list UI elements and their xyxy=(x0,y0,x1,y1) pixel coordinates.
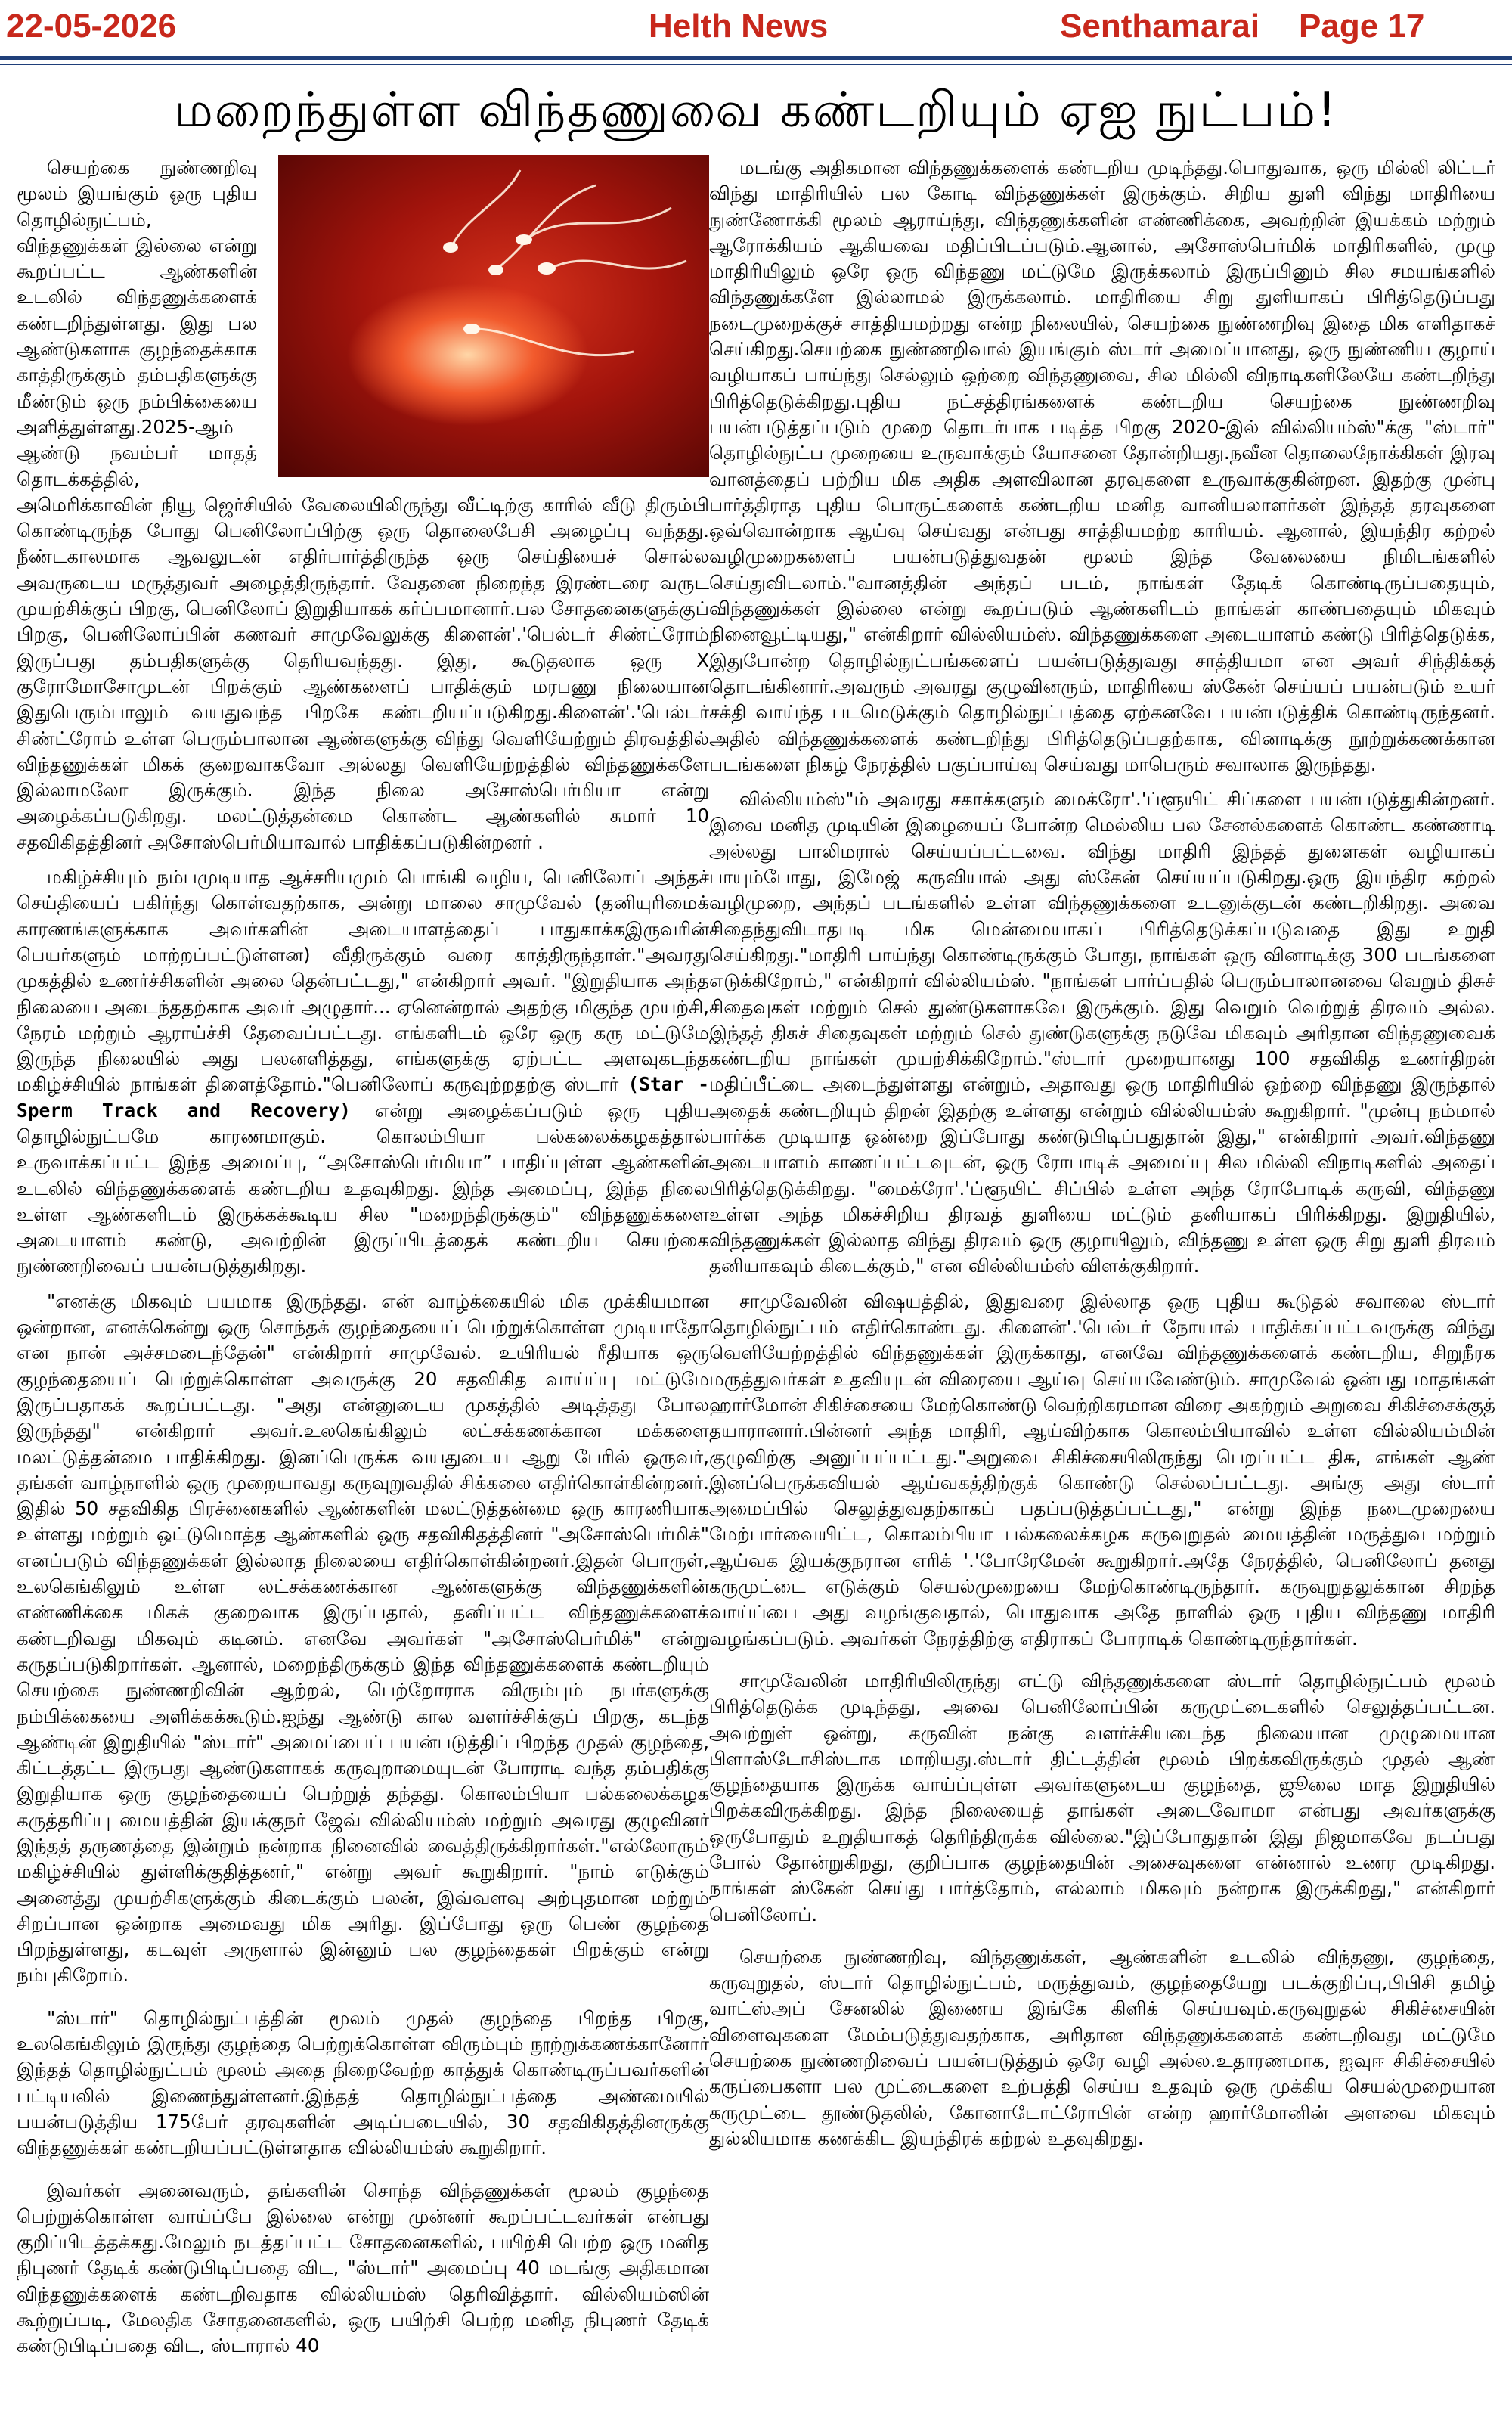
header-rule-bottom xyxy=(0,64,1512,65)
article-paragraph: "ஸ்டார்" தொழில்நுட்பத்தின் மூலம் முதல் குழந்தை பிறந்த பிறகு, உலகெங்கிலும் இருந்து குழந்தை பெற்றுக்கொள்ள விரும்பும் நூற்றுக்கணக்கானோர் இந்தத் தொழில்நுட்பம் மூலம் அதை நிறைவேற்ற காத்துக் கொண்டிருப்பவர்களின் பட்டியலில் இணைந்துள்ளனர்.இந்தத் தொழில்நுட்பத்தை அண்மையில் பயன்படுத்திய 175பேர் தரவுகளின் அடிப்படையில், 30 சதவிகிதத்தினருக்கு விந்தணுக்கள் கண்டறியப்பட்டுள்ளதாக வில்லியம்ஸ் கூறுகிறார். xyxy=(17,2006,709,2159)
article-paragraph: இவர்கள் அனைவரும், தங்களின் சொந்த விந்தணுக்கள் மூலம் குழந்தை பெற்றுக்கொள்ள வாய்ப்பே இல்லை என்று முன்னர் கூறப்பட்டவர்கள் என்பது குறிப்பிடத்தக்கது.மேலும் நடத்தப்பட்ட சோதனைகளில், பயிற்சி பெற்ற ஒரு மனித நிபுணர் தேடிக் கண்டுபிடிப்பதை விட, "ஸ்டார்" அமைப்பு 40 மடங்கு அதிகமான விந்தணுக்களைக் கண்டறிவதாக வில்லியம்ஸ் தெரிவித்தார். வில்லியம்ஸின் கூற்றுப்படி, மேலதிக சோதனைகளில், ஒரு பயிற்சி பெற்ற மனித நிபுணர் தேடிக் கண்டுபிடிப்பதை விட, ஸ்டாரால் 40 xyxy=(17,2179,709,2357)
article-paragraph: செயற்கை நுண்ணறிவு, விந்தணுக்கள், ஆண்களின் உடலில் விந்தணு, குழந்தை, கருவுறுதல், ஸ்டார் தொழில்நுட்பம், மருத்துவம், குழந்தையேறு படக்குறிப்பு,பிபிசி தமிழ் வாட்ஸ்அப் சேனலில் இணைய இங்கே கிளிக் செய்யவும்.கருவுறுதல் சிகிச்சையின் விளைவுகளை மேம்படுத்துவதற்காக, அரிதான விந்தணுக்களைக் கண்டறிவது மட்டுமே செயற்கை நுண்ணறிவைப் பயன்படுத்தும் ஒரே வழி அல்ல.உதாரணமாக, ஐவுஈ சிகிச்சையில் கருப்பைகளா பல முட்டைகளை உற்பத்தி செய்ய உதவும் ஒரு முக்கிய செயல்முறையான கருமுட்டை தூண்டுதலில், கோனாடோட்ரோபின் என்ற ஹார்மோனின் அளவை மிகவும் துல்லியமாக கணக்கிட இயந்திரக் கற்றல் உதவுகிறது. xyxy=(709,1945,1495,2149)
masthead xyxy=(0,0,1512,54)
article-text: என்று அழைக்கப்படும் ஒரு புதிய தொழில்நுட்பமே காரணமாகும். கொலம்பியா பல்கலைக்கழகத்தால் உருவாக்கப்பட்ட இந்த அமைப்பு, “அசோஸ்பெர்மியா” பாதிப்புள்ள ஆண்களின் உடலில் விந்தணுக்களைக் கண்டறிய உதவுகிறது. இந்த அமைப்பு, இந்த நிலை உள்ள ஆண்களிடம் இருக்கக்கூடிய சில "மறைந்திருக்கும்" விந்தணுக்களை அடையாளம் கண்டு, அவற்றின் இருப்பிடத்தைக் கண்டறிய செயற்கை நுண்ணறிவைப் பயன்படுத்துகிறது. xyxy=(17,1099,709,1277)
article-column-1 xyxy=(17,155,709,2416)
article-text: மகிழ்ச்சியும் நம்பமுடியாத ஆச்சரியமும் பொங்கி வழிய, பெனிலோப் அந்தச் செய்தியைப் பகிர்ந்து கொள்வதற்காக, அன்று மாலை சாமுவேல் (தனியுரிமைக் காரணங்களுக்காக அவர்களின் அடையாளத்தைப் பாதுகாக்கஇருவரின் பெயர்களும் மாற்றப்பட்டுள்ளன) வீதிருக்கும் வரை காத்திருந்தாள்."அவரது முகத்தில் உணர்ச்சிகளின் அலை தென்பட்டது," என்கிறார் அவர். "இறுதியாக அந்த நிலையை அடைந்ததற்காக அவர் அழுதார்... ஏனென்றால் அதற்கு மிகுந்த முயற்சி, நேரம் மற்றும் ஆராய்ச்சி தேவைப்பட்டது. எங்களிடம் ஒரே ஒரு கரு மட்டுமே இருந்த நிலையில் அது பலனளித்தது, எங்களுக்கு ஏற்பட்ட அளவுகடந்த மகிழ்ச்சியில் நாங்கள் திளைத்தோம்."பெனிலோப் கருவுற்றதற்கு ஸ்டார் xyxy=(17,866,709,1096)
page-number: Page 17 xyxy=(1299,8,1425,45)
article-paragraph xyxy=(17,864,709,1280)
article-paragraph: மடங்கு அதிகமான விந்தணுக்களைக் கண்டறிய முடிந்தது.பொதுவாக, ஒரு மில்லி லிட்டர் விந்து மாதிரியில் பல கோடி விந்தணுக்கள் இருக்கும். சிறிய துளி விந்து மாதிரியை நுண்ணோக்கி மூலம் ஆராய்ந்து, விந்தணுக்களின் எண்ணிக்கை, அவற்றின் இயக்கம் மற்றும் ஆரோக்கியம் ஆகியவை மதிப்பிடப்படும்.ஆனால், அசோஸ்பெர்மிக் மாதிரிகளில், முழு மாதிரியிலும் ஒரே ஒரு விந்தணு மட்டுமே இருக்கலாம் இருப்பினும் சில சமயங்களில் விந்தணுக்களே இல்லாமல் இருக்கலாம். மாதிரியை சிறு துளியாகப் பிரித்தெடுப்பது நடைமுறைக்குச் சாத்தியமற்றது என்ற நிலையில், செயற்கை நுண்ணறிவு இதை மிக எளிதாகச் செய்கிறது.செயற்கை நுண்ணறிவால் இயங்கும் ஸ்டார் அமைப்பானது, ஒரு நுண்ணிய குழாய் வழியாகப் பாய்ந்து செல்லும் ஒற்றை விந்தணுவை, சில மில்லி விநாடிகளிலேயே கண்டறிந்து பிரித்தெடுக்கிறது.புதிய நட்சத்திரங்களைக் கண்டறிய செயற்கை நுண்ணறிவு பயன்படுத்தப்படும் முறை தொடர்பாக படித்த பிறகு 2020-இல் வில்லியம்ஸ்"க்கு "ஸ்டார்" தொழில்நுட்ப முறையை உருவாக்கும் யோசனை தோன்றியது.நவீன தொலைநோக்கிகள் இரவு வானத்தைப் பற்றிய மிக அதிக அளவிலான தரவுகளை உருவாக்குகின்றன. இதற்கு முன்பு பார்த்திராத புதிய பொருட்களைக் கண்டறிய மனித வானியலாளர்கள் இந்தத் தரவுகளை ஒவ்வொன்றாக ஆய்வு செய்வது என்பது சாத்தியமற்ற காரியம். ஆனால், இயந்திர கற்றல் வழிமுறைகளைப் பயன்படுத்துவதன் மூலம் இந்த வேலையை நிமிடங்களில் செய்துவிடலாம்."வானத்தின் அந்தப் படம், நாங்கள் தேடிக் கொண்டிருப்பதையும், விந்தணுக்கள் இல்லை என்று கூறப்படும் ஆண்களிடம் நாங்கள் காண்பதையும் மிகவும் நினைவூட்டியது," என்கிறார் வில்லியம்ஸ். விந்தணுக்களை அடையாளம் கண்டு பிரித்தெடுக்க, இதுபோன்ற தொழில்நுட்பங்களைப் பயன்படுத்துவது சாத்தியமா என அவர் சிந்திக்கத் தொடங்கினார்.அவரும் அவரது குழுவினரும், மாதிரியை ஸ்கேன் செய்யப் பயன்படும் உயர் சக்தி வாய்ந்த படமெடுக்கும் தொழில்நுட்பத்தை ஏற்கனவே பயன்படுத்திக் கொண்டிருந்தனர். அதில் விந்தணுக்களைக் கண்டறிந்து பிரித்தெடுப்பதற்காக, வினாடிக்கு நூற்றுக்கணக்கான படங்களை நிகழ் நேரத்தில் பகுப்பாய்வு செய்வது மாபெரும் சவாலாக இருந்தது. xyxy=(709,157,1495,775)
headline: மறைந்துள்ள விந்தணுவை கண்டறியும் ஏஐ நுட்பம்! xyxy=(174,82,1338,138)
article-paragraph: வில்லியம்ஸ்"ம் அவரது சகாக்களும் மைக்ரோ'.'ப்ளூயிட் சிப்களை பயன்படுத்துகின்றனர். இவை மனித முடியின் இழையைப் போன்ற மெல்லிய பல சேனல்களைக் கொண்ட கண்ணாடி அல்லது பாலிமரால் செய்யப்பட்டவை. விந்து மாதிரி இந்தத் துளைகள் வழியாகப் பாயும்போது, இமேஜ் கருவியால் அது ஸ்கேன் செய்யப்படுகிறது.ஒரு இயந்திர கற்றல் வழிமுறை, அந்தப் படங்களில் உள்ள விந்தணுக்களை உடனுக்குடன் கண்டறிகிறது. அவை சிதைந்துவிடாதபடி மிக மென்மையாகப் பிரித்தெடுக்கப்படுவதை இது உறுதி செய்கிறது."மாதிரி பாய்ந்து கொண்டிருக்கும் போது, நாங்கள் ஒரு வினாடிக்கு 300 படங்களை எடுக்கிறோம்," என்கிறார் வில்லியம்ஸ். "நாங்கள் பார்ப்பதில் பெரும்பாலானவை வெறும் திசுச் சிதைவுகள் மற்றும் செல் துண்டுகளாகவே இருக்கும். இது வெறும் வெற்றுத் திரவம் அல்ல. இந்தத் திசுச் சிதைவுகள் மற்றும் செல் துண்டுகளுக்கு நடுவே மிகவும் அரிதான விந்தணுவைக் கண்டறிய நாங்கள் முயற்சிக்கிறோம்."ஸ்டார் முறையானது 100 சதவிகித உணர்திறன் மதிப்பீட்டை அடைந்துள்ளது என்றும், அதாவது ஒரு மாதிரியில் ஒற்றை விந்தணு இருந்தால் அதைக் கண்டறியும் திறன் இதற்கு உள்ளது என்றும் வில்லியம்ஸ் கூறுகிறார். "முன்பு நம்மால் பார்க்க முடியாத ஒன்றை இப்போது கண்டுபிடிப்பதுதான் இது," என்கிறார் அவர்.விந்தணு அடையாளம் காணப்பட்டவுடன், ஒரு ரோபாடிக் அமைப்பு சில மில்லி விநாடிகளில் அதைப் பிரித்தெடுக்கிறது. "மைக்ரோ'.'ப்ளூயிட் சிப்பில் உள்ள அந்த ரோபோடிக் கருவி, விந்தணு உள்ள அந்த மிகச்சிறிய திரவத் துளியை மட்டும் தனியாகப் பிரிக்கிறது. இறுதியில், விந்தணுக்கள் இல்லாத விந்து திரவம் ஒரு குழாயிலும், விந்தணு உள்ள ஒரு சிறு துளி திரவம் தனியாகவும் கிடைக்கும்," என வில்லியம்ஸ் விளக்குகிறார். xyxy=(709,788,1495,1277)
publication-name: Senthamarai xyxy=(1060,8,1260,45)
article-column-2 xyxy=(709,155,1495,2416)
article-paragraph: சாமுவேலின் மாதிரியிலிருந்து எட்டு விந்தணுக்களை ஸ்டார் தொழில்நுட்பம் மூலம் பிரித்தெடுக்க முடிந்தது, அவை பெனிலோப்பின் கருமுட்டைகளில் செலுத்தப்பட்டன. அவற்றுள் ஒன்று, கருவின் நன்கு வளர்ச்சியடைந்த நிலையான முழுமையான பிளாஸ்டோசிஸ்டாக மாறியது.ஸ்டார் திட்டத்தின் மூலம் பிறக்கவிருக்கும் முதல் ஆண் குழந்தையாக இருக்க வாய்ப்புள்ள அவர்களுடைய குழந்தை, ஜூலை மாத இறுதியில் பிறக்கவிருக்கிறது. இந்த நிலையைத் தாங்கள் அடைவோமா என்பது அவர்களுக்கு ஒருபோதும் உறுதியாகத் தெரிந்திருக்க வில்லை."இப்போதுதான் இது நிஜமாகவே நடப்பது போல் தோன்றுகிறது, குறிப்பாக குழந்தையின் அசைவுகளை என்னால் உணர முடிகிறது. நாங்கள் ஸ்கேன் செய்து பார்த்தோம், எல்லாம் மிகவும் நன்றாக இருக்கிறது," என்கிறார் பெனிலோப். xyxy=(709,1669,1495,1925)
sperm-illustration-icon xyxy=(278,155,709,477)
article-paragraph: சாமுவேலின் விஷயத்தில், இதுவரை இல்லாத ஒரு புதிய கூடுதல் சவாலை ஸ்டார் தொழில்நுட்பம் எதிர்கொண்டது. கிளைன்'.'பெல்டர் நோயால் பாதிக்கப்பட்டவருக்கு விந்து வெளியேற்றத்தில் விந்தணுக்கள் இருக்காது, எனவே விந்தணுக்களைக் கண்டறிய, சிறுநீரக மருத்துவர்கள் உதவியுடன் விரையை ஆய்வு செய்யவேண்டும். சாமுவேல் ஒன்பது மாதங்கள் ஹார்மோன் சிகிச்சையை மேற்கொண்டு வெற்றிகரமான விரை அகற்றும் அறுவை சிகிச்சைக்குத் தயாரானார்.பின்னர் அந்த மாதிரி, ஆய்விற்காக கொலம்பியாவில் உள்ள வில்லியம்மின் குழுவிற்கு அனுப்பப்பட்டது."அறுவை சிகிச்சையிலிருந்து பெறப்பட்ட திசு, எங்கள் ஆண் இனப்பெருக்கவியல் ஆய்வகத்திற்குக் கொண்டு செல்லப்பட்டது. அங்கு அது ஸ்டார் அமைப்பில் செலுத்துவதற்காகப் பதப்படுத்தப்பட்டது," என்று இந்த நடைமுறையை மேற்பார்வையிட்ட, கொலம்பியா பல்கலைக்கழக கருவுறுதல் மையத்தின் மருத்துவ மற்றும் ஆய்வக இயக்குநரான எரிக் '.'போரேமேன் கூறுகிறார்.அதே நேரத்தில், பெனிலோப் தனது கருமுட்டை எடுக்கும் செயல்முறையை மேற்கொண்டிருந்தார். கருவுறுதலுக்கான சிறந்த வாய்ப்பை அது வழங்குவதால், பொதுவாக அதே நாளில் ஒரு புதிய விந்தணு மாதிரி வழங்கப்படும். அவர்கள் நேரத்திற்கு எதிராகப் போராடிக் கொண்டிருந்தார்கள். xyxy=(709,1289,1495,1649)
article-paragraph: செயற்கை நுண்ணறிவு மூலம் இயங்கும் ஒரு புதிய தொழில்நுட்பம், விந்தணுக்கள் இல்லை என்று கூறப்பட்ட ஆண்களின் உடலில் விந்தணுக்களைக் கண்டறிந்துள்ளது. இது பல ஆண்டுகளாக குழந்தைக்காக காத்திருக்கும் தம்பதிகளுக்கு மீண்டும் ஒரு நம்பிக்கையை அளித்துள்ளது.2025-ஆம் ஆண்டு நவம்பர் மாதத் தொடக்கத்தில், அமெரிக்காவின் நியூ ஜெர்சியில் வேலையிலிருந்து வீட்டிற்கு காரில் வீடு திரும்பி கொண்டிருந்த போது பெனிலோப்பிற்கு ஒரு தொலைபேசி அழைப்பு வந்தது. நீண்டகாலமாக ஆவலுடன் எதிர்பார்த்திருந்த ஒரு செய்தியைச் சொல்ல அவருடைய மருத்துவர் அழைத்திருந்தார். வேதனை நிறைந்த இரண்டரை வருட முயற்சிக்குப் பிறகு, பெனிலோப் இறுதியாகக் கர்ப்பமானார்.பல சோதனைகளுக்குப் பிறகு, பெனிலோப்பின் கணவர் சாமுவேலுக்கு கிளைன்'.'பெல்டர் சிண்ட்ரோம் இருப்பது தம்பதிகளுக்கு தெரியவந்தது. இது, கூடுதலாக ஒரு X குரோமோசோமுடன் பிறக்கும் ஆண்களைப் பாதிக்கும் மரபணு நிலையான இதுபெரும்பாலும் வயதுவந்த பிறகே கண்டறியப்படுகிறது.கிளைன்'.'பெல்டர் சிண்ட்ரோம் உள்ள பெரும்பாலான ஆண்களுக்கு விந்து வெளியேற்றும் திரவத்தில் விந்தணுக்கள் மிகக் குறைவாகவோ அல்லது வெளியேற்றத்தில் விந்தணுக்களே இல்லாமலோ இருக்கும். இந்த நிலை அசோஸ்பெர்மியா என்று அழைக்கப்படுகிறது. மலட்டுத்தன்மை கொண்ட ஆண்களில் சுமார் 10 சதவிகிதத்தினர் அசோஸ்பெர்மியாவால் பாதிக்கப்படுகின்றனர் . xyxy=(17,157,709,853)
section-name: Helth News xyxy=(649,8,829,45)
header-rule-top xyxy=(0,56,1512,60)
star-abbreviation: (Star - Sperm Track and Recovery) xyxy=(17,1073,709,1122)
article-photo xyxy=(278,155,709,477)
issue-date: 22-05-2026 xyxy=(6,8,177,45)
article-paragraph: "எனக்கு மிகவும் பயமாக இருந்தது. என் வாழ்க்கையில் மிக முக்கியமான ஒன்றான, எனக்கென்று ஒரு சொந்தக் குழந்தையைப் பெற்றுக்கொள்ள முடியாதோ என நான் அச்சமடைந்தேன்" என்கிறார் சாமுவேல். உயிரியல் ரீதியாக ஒரு குழந்தையைப் பெற்றுக்கொள்ள அவருக்கு 20 சதவிகித வாய்ப்பு மட்டுமே இருப்பதாகக் கூறப்பட்டது. "அது என்னுடைய முகத்தில் அடித்தது போல இருந்தது" என்கிறார் அவர்.உலகெங்கிலும் லட்சக்கணக்கான மக்களை மலட்டுத்தன்மை பாதிக்கிறது. இனப்பெருக்க வயதுடைய ஆறு பேரில் ஒருவர், தங்கள் வாழ்நாளில் ஒரு முறையாவது கருவுறுவதில் சிக்கலை எதிர்கொள்கின்றனர். இதில் 50 சதவிகித பிரச்னைகளில் ஆண்களின் மலட்டுத்தன்மை ஒரு காரணியாக உள்ளது மற்றும் ஒட்டுமொத்த ஆண்களில் ஒரு சதவிகிதத்தினர் "அசோஸ்பெர்மிக்" எனப்படும் விந்தணுக்கள் இல்லாத நிலையை எதிர்கொள்கின்றனர்.இதன் பொருள், உலகெங்கிலும் உள்ள லட்சக்கணக்கான ஆண்களுக்கு விந்தணுக்களின் எண்ணிக்கை மிகக் குறைவாக இருப்பதால், தனிப்பட்ட விந்தணுக்களைக் கண்டறிவது மிகவும் கடினம். எனவே அவர்கள் "அசோஸ்பெர்மிக்" என்று கருதப்படுகிறார்கள். ஆனால், மறைந்திருக்கும் இந்த விந்தணுக்களைக் கண்டறியும் செயற்கை நுண்ணறிவின் ஆற்றல், பெற்றோராக விரும்பும் நபர்களுக்கு நம்பிக்கையை அளிக்கக்கூடும்.ஐந்து ஆண்டு கால வளர்ச்சிக்குப் பிறகு, கடந்த ஆண்டின் இறுதியில் "ஸ்டார்" அமைப்பைப் பயன்படுத்திப் பிறந்த முதல் குழந்தை, கிட்டத்தட்ட இருபது ஆண்டுகளாகக் கருவுறாமையுடன் போராடி வந்த தம்பதிக்கு இறுதியாக ஒரு குழந்தையைப் பெற்றுத் தந்தது. கொலம்பியா பல்கலைக்கழக கருத்தரிப்பு மையத்தின் இயக்குநர் ஜேவ் வில்லியம்ஸ் மற்றும் அவரது குழுவினர் இந்தத் தருணத்தை இன்றும் நன்றாக நினைவில் வைத்திருக்கிறார்கள்."எல்லோரும் மகிழ்ச்சியில் துள்ளிக்குதித்தனர்," என்று அவர் கூறுகிறார். "நாம் எடுக்கும் அனைத்து முயற்சிகளுக்கும் கிடைக்கும் பலன், இவ்வளவு அற்புதமான மற்றும் சிறப்பான ஒன்றாக அமைவது மிக அரிது. இப்போது ஒரு பெண் குழந்தை பிறந்துள்ளது, கடவுள் அருளால் இன்னும் பல குழந்தைகள் பிறக்கும் என்று நம்புகிறோம். xyxy=(17,1289,709,1987)
